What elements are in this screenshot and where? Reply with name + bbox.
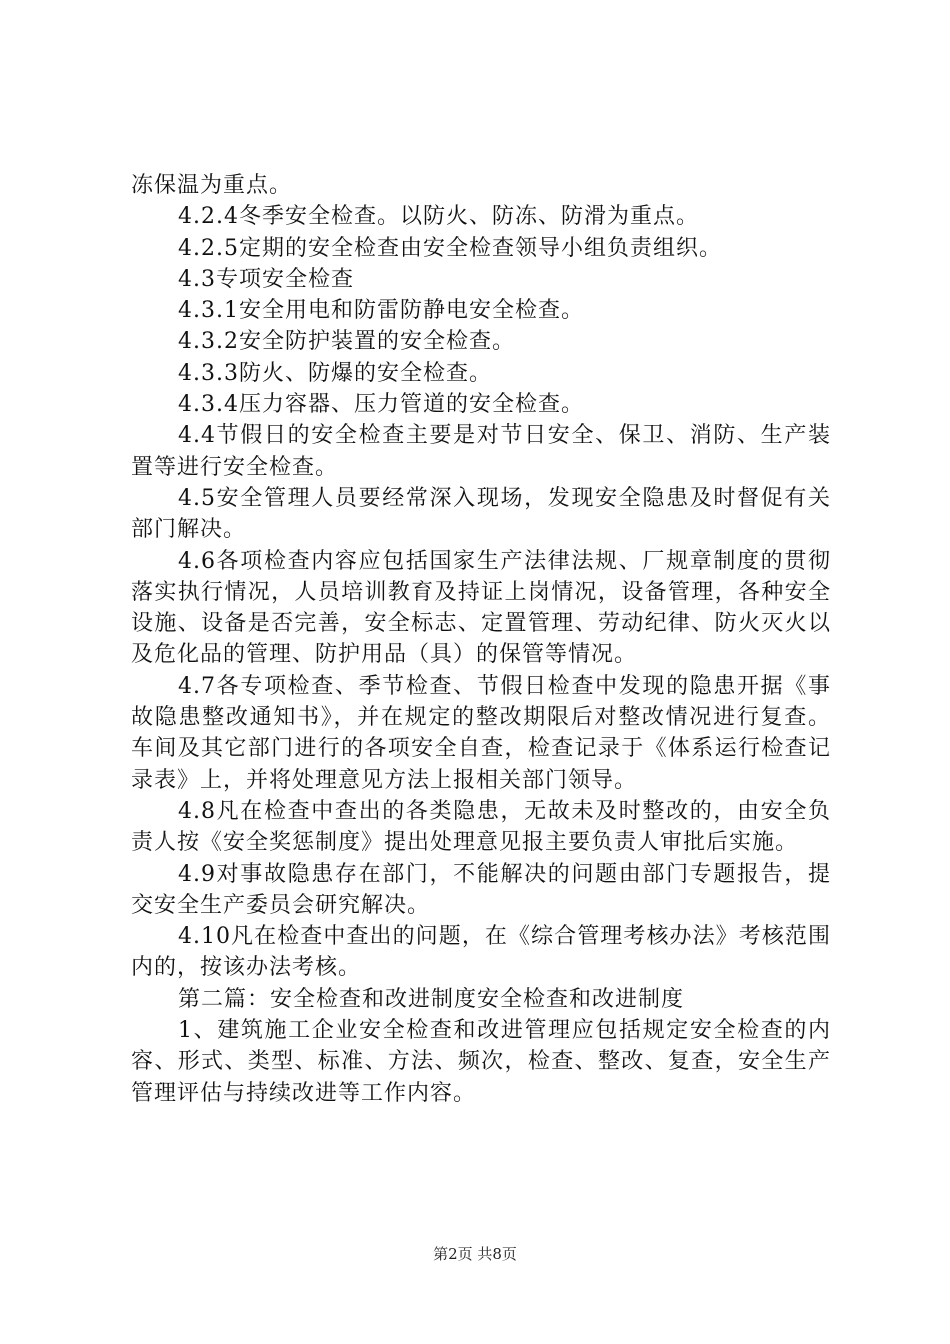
page-number-footer: 第2页 共8页 — [433, 1245, 517, 1263]
paragraph-4-3-1: 4.3.1安全用电和防雷防静电安全检查。 — [178, 298, 584, 324]
paragraph-4-3-4: 4.3.4压力容器、压力管道的安全检查。 — [178, 392, 584, 418]
paragraph-part-two-1: 1、建筑施工企业安全检查和改进管理应包括规定安全检查的内容、形式、类型、标准、方法、频次，检查、整改、复查，安全生产管理评估与持续改进等工作内容。 — [131, 1018, 831, 1106]
paragraph-4-6: 4.6各项检查内容应包括国家生产法律法规、厂规章制度的贯彻落实执行情况，人员培训教育及持证上岗情况，设备管理，各种安全设施、设备是否完善，安全标志、定置管理、劳动纪律、防火灭火以及危化品的管理、防护用品（具）的保管等情况。 — [131, 548, 831, 668]
paragraph-4-2-4: 4.2.4冬季安全检查。以防火、防冻、防滑为重点。 — [178, 204, 699, 230]
paragraph-4-8: 4.8凡在检查中查出的各类隐患，无故未及时整改的，由安全负责人按《安全奖惩制度》提出处理意见报主要负责人审批后实施。 — [131, 798, 831, 856]
paragraph-4-3-3: 4.3.3防火、防爆的安全检查。 — [178, 360, 492, 386]
document-body — [131, 170, 831, 1109]
paragraph-4-7: 4.7各专项检查、季节检查、节假日检查中发现的隐患开据《事故隐患整改通知书》，并在规定的整改期限后对整改情况进行复查。车间及其它部门进行的各项安全自查，检查记录于《体系运行检查记录表》上，并将处理意见方法上报相关部门领导。 — [131, 673, 831, 793]
paragraph-4-10: 4.10凡在检查中查出的问题，在《综合管理考核办法》考核范围内的，按该办法考核。 — [131, 924, 831, 981]
paragraph-4-2-5: 4.2.5定期的安全检查由安全检查领导小组负责组织。 — [178, 235, 722, 261]
paragraph-continuation: 冻保温为重点。 — [131, 173, 293, 198]
paragraph-4-4: 4.4节假日的安全检查主要是对节日安全、保卫、消防、生产装置等进行安全检查。 — [131, 423, 831, 480]
paragraph-4-5: 4.5安全管理人员要经常深入现场，发现安全隐患及时督促有关部门解决。 — [131, 485, 831, 543]
paragraph-4-9: 4.9对事故隐患存在部门，不能解决的问题由部门专题报告，提交安全生产委员会研究解决。 — [131, 861, 831, 918]
paragraph-4-3-2: 4.3.2安全防护装置的安全检查。 — [178, 329, 515, 355]
paragraph-4-3: 4.3专项安全检查 — [178, 266, 354, 292]
section-heading-part-two: 第二篇：安全检查和改进制度安全检查和改进制度 — [178, 986, 685, 1012]
